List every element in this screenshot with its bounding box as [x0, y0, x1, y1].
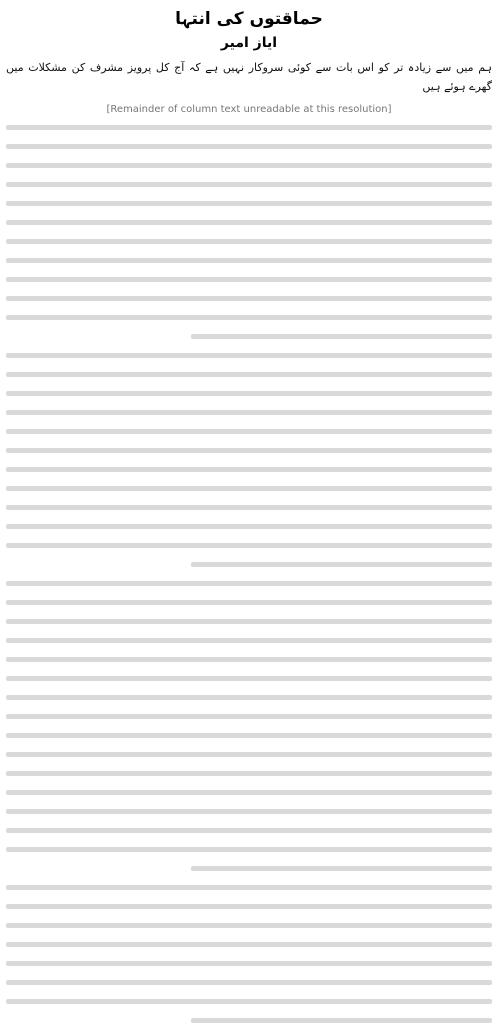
article-byline: ایاز امیر: [220, 35, 278, 51]
unreadable-text-note: [Remainder of column text unreadable at this resolution]: [106, 104, 392, 115]
unreadable-text-block: [6, 125, 492, 1023]
article-headline: حماقتوں کی انتہا: [175, 9, 323, 29]
article-opening-paragraph: ہم میں سے زیادہ تر کو اس بات سے کوئی سروکار نہیں ہے کہ آج کل پرویز مشرف کن مشکلات میں گھرے ہوئے ہیں: [6, 61, 492, 93]
article-body: [6, 58, 492, 1023]
